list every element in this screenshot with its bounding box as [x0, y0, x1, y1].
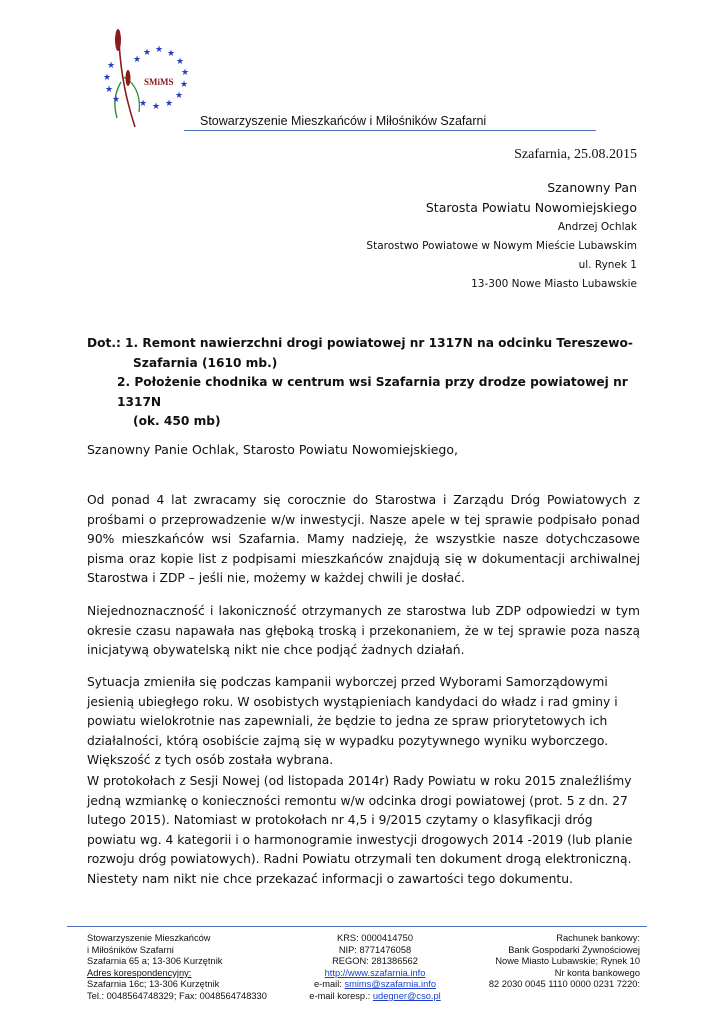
svg-text:★: ★ [176, 57, 185, 67]
svg-text:★: ★ [133, 55, 142, 65]
body-paragraph-4: W protokołach z Sesji Nowej (od listopada 2014r) Rady Powiatu w roku 2015 znaleźliśmy jedną wzmiankę o konieczności remontu w/w odcinka drogi powiatowej (prot. 5 z dn. 27 lutego 2015). Natomiast w protokołach nr 4,5 i 9/2015 czytamy o klasyfikacji dróg powiatu wg. 4 kategorii i o harmonogramie inwestycji drogowych 2014 -2019 (lub planie rozwoju dróg powiatowych). Radni Powiatu otrzymali ten dokument drogą elektroniczną. Niestety nam nikt nie chce przekazać informacji o zawartości tego dokumentu. [87, 774, 633, 886]
svg-text:★: ★ [105, 85, 114, 95]
svg-text:★: ★ [112, 95, 121, 105]
footer-bank [489, 933, 640, 991]
footer-correspondence-address: Szafarnia 16c; 13-306 Kurzętnik [87, 979, 220, 990]
footer-website-link[interactable]: http://www.szafarnia.info [324, 967, 426, 978]
footer-nip: NIP: 8771476058 [338, 944, 412, 955]
letter-subject [87, 334, 647, 432]
footer-seat-address: Szafarnia 65 a; 13-306 Kurzętnik [87, 956, 223, 967]
svg-text:★: ★ [152, 102, 161, 112]
svg-text:★: ★ [181, 68, 190, 78]
body-paragraph-1: Od ponad 4 lat zwracamy się corocznie do Starostwa i Zarządu Dróg Powiatowych z prośbami o przeprowadzenie w/w inwestycji. Nasze apele w tej sprawie podpisało ponad 90% mieszkańców wsi Szafarnia. Mamy nadzieję, że wszystkie nasze dotychczasowe pisma oraz kopie list z podpisami mieszkańców znajdują się w dokumentacji archiwalnej Starostwa i ZDP – jeśli nie, możemy w każdej chwili je dosłać. [87, 493, 640, 586]
footer-address [87, 933, 267, 1003]
footer-regon: REGON: 281386562 [332, 956, 418, 967]
letter-date: Szafarnia, 25.08.2015 [514, 147, 637, 162]
svg-text:★: ★ [155, 45, 164, 55]
subject-line: Szafarnia (1610 mb.) [133, 355, 278, 370]
footer-email-koresp-label: e-mail koresp.: [309, 990, 373, 1001]
footer-divider [67, 926, 647, 927]
org-logo [95, 22, 200, 130]
recipient-title: Starosta Powiatu Nowomiejskiego [425, 200, 637, 215]
org-name-header: Stowarzyszenie Mieszkańców i Miłośników Szafarni [200, 114, 487, 128]
recipient-city: 13-300 Nowe Miasto Lubawskie [471, 278, 637, 290]
footer-email-koresp-link[interactable]: udegner@cso.pl [372, 990, 441, 1001]
footer-org-name-2: i Miłośników Szafarni [87, 944, 174, 955]
footer-account-number: 82 2030 0045 1110 0000 0231 7220: [488, 979, 640, 990]
footer-bank-address: Nowe Miasto Lubawskie; Rynek 10 [495, 956, 640, 967]
body-paragraph-2: Niejednoznaczność i lakoniczność otrzymanych ze starostwa lub ZDP odpowiedzi w tym okresie czasu napawała nas głęboką troską i przekonaniem, że w tej sprawie poza naszą inicjatywą obywatelską nikt nie chce podjąć żadnych działań. [87, 604, 640, 658]
subject-line: (ok. 450 mb) [133, 414, 221, 428]
cattail-icon [115, 29, 121, 51]
footer-bank-label: Rachunek bankowy: [556, 933, 640, 943]
svg-text:★: ★ [165, 99, 174, 109]
svg-text:★: ★ [139, 99, 148, 109]
footer-bank-name: Bank Gospodarki Żywnościowej [508, 944, 640, 955]
footer-org-name: Stowarzyszenie Mieszkańców [87, 933, 211, 943]
svg-text:★: ★ [103, 73, 112, 83]
subject-line: Dot.: 1. Remont nawierzchni drogi powiatowej nr 1317N na odcinku Tereszewo- [87, 336, 633, 350]
cattail-icon [126, 70, 131, 86]
footer-correspondence-label: Adres korespondencyjny: [87, 967, 192, 978]
svg-text:★: ★ [143, 48, 152, 58]
footer-email-link[interactable]: smims@szafarnia.info [344, 979, 437, 990]
footer-krs: KRS: 0000414750 [337, 933, 413, 943]
footer-email-label: e-mail: [313, 979, 345, 990]
body-paragraph-3: Sytuacja zmieniła się podczas kampanii wyborczej przed Wyborami Samorządowymi jesienią ubiegłego roku. W osobistych wystąpieniach kandydaci do władz i rad gminy i powiatu wielokrotnie nas zapewniali, że będzie to jedna ze spraw priorytetowych ich działalności, którą osobiście zajmą się w wypadku pozytywnego wyniku wyborczego. Większość z tych osób została wybrana. [87, 675, 618, 768]
svg-text:★: ★ [167, 49, 176, 59]
footer-phone-fax: Tel.: 0048564748329; Fax: 0048564748330 [87, 990, 267, 1001]
logo-text: SMiMS [144, 77, 174, 87]
svg-text:★: ★ [175, 91, 184, 101]
header-divider [184, 130, 596, 131]
recipient-office: Starostwo Powiatowe w Nowym Mieście Lubawskim [366, 240, 637, 252]
svg-text:★: ★ [107, 61, 116, 71]
recipient-street: ul. Rynek 1 [578, 259, 637, 271]
footer-registry [280, 933, 470, 1003]
letter-greeting: Szanowny Panie Ochlak, Starosto Powiatu Nowomiejskiego, [87, 442, 458, 457]
footer-account-label: Nr konta bankowego [554, 967, 640, 978]
recipient-salutation: Szanowny Pan [547, 180, 637, 195]
subject-line: 2. Położenie chodnika w centrum wsi Szafarnia przy drodze powiatowej nr 1317N [117, 375, 628, 409]
recipient-name: Andrzej Ochlak [557, 221, 637, 233]
svg-text:★: ★ [180, 80, 189, 90]
